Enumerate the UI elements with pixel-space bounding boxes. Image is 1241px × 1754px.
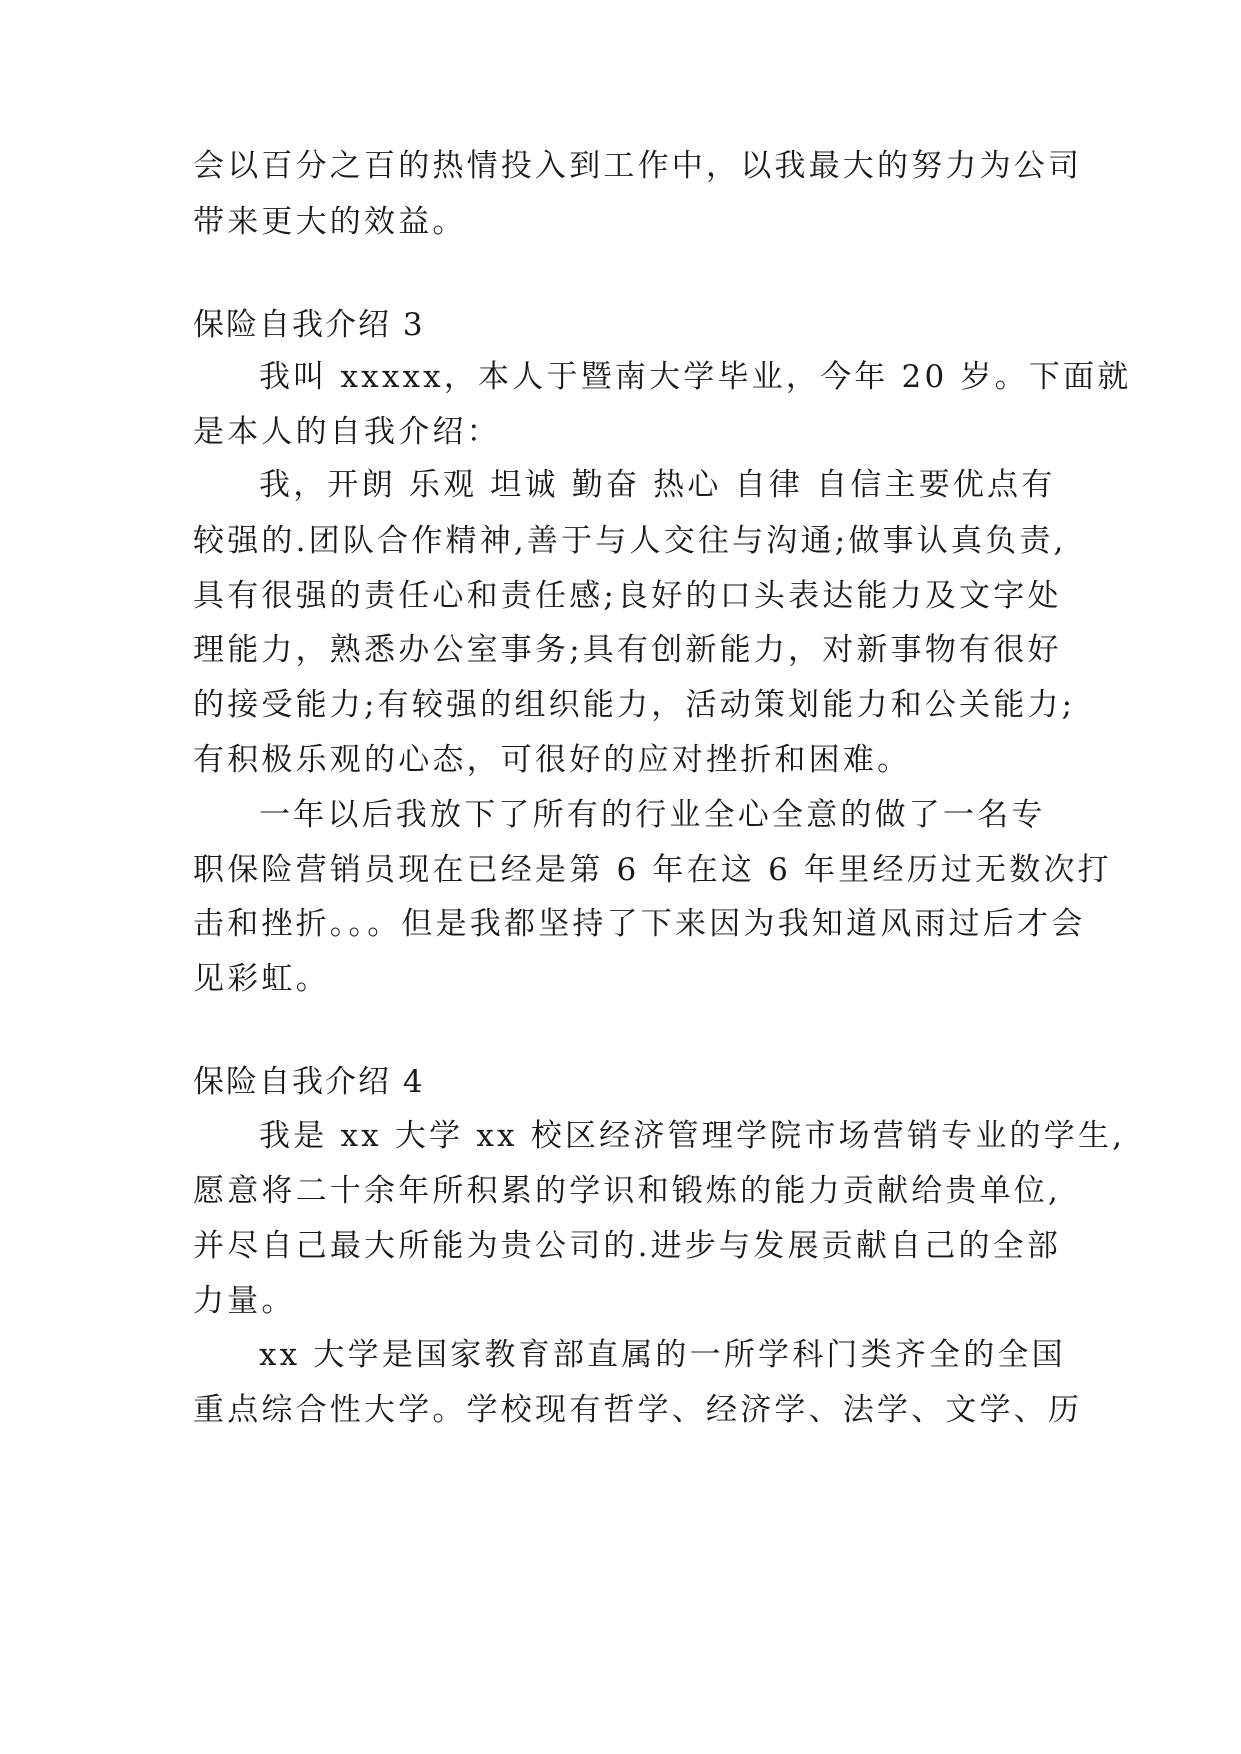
body-text-line: 是本人的自我介绍：: [193, 414, 501, 450]
section-heading: 保险自我介绍 3: [193, 307, 425, 343]
section-heading: 保险自我介绍 4: [193, 1064, 425, 1100]
body-text-line: 并尽自己最大所能为贵公司的.进步与发展贡献自己的全部: [193, 1228, 1062, 1264]
body-text-line: 击和挫折。。。但是我都坚持了下来因为我知道风雨过后才会: [193, 906, 1086, 942]
body-text-line: xx 大学是国家教育部直属的一所学科门类齐全的全国: [259, 1337, 1066, 1373]
body-text-line: 见彩虹。: [193, 961, 330, 997]
body-text-line: 愿意将二十余年所积累的学识和锻炼的能力贡献给贵单位,: [193, 1173, 1062, 1209]
body-text-line: 我叫 xxxxx，本人于暨南大学毕业，今年 20 岁。下面就: [259, 359, 1132, 395]
body-text-line: 带来更大的效益。: [193, 204, 467, 240]
body-text-line: 较强的.团队合作精神,善于与人交往与沟通;做事认真负责,: [193, 523, 1067, 559]
body-text-line: 重点综合性大学。学校现有哲学、经济学、法学、文学、历: [193, 1392, 1083, 1428]
body-text-line: 我，开朗 乐观 坦诚 勤奋 热心 自律 自信主要优点有: [259, 467, 1056, 503]
body-text-line: 我是 xx 大学 xx 校区经济管理学院市场营销专业的学生,: [259, 1118, 1126, 1154]
body-text-line: 理能力，熟悉办公室事务;具有创新能力，对新事物有很好: [193, 632, 1062, 668]
body-text-line: 具有很强的责任心和责任感;良好的口头表达能力及文字处: [193, 578, 1062, 614]
body-text-line: 的接受能力;有较强的组织能力，活动策划能力和公关能力;: [193, 687, 1076, 723]
body-text-line: 会以百分之百的热情投入到工作中，以我最大的努力为公司: [193, 148, 1083, 184]
body-text-line: 一年以后我放下了所有的行业全心全意的做了一名专: [259, 797, 1046, 833]
body-text-line: 职保险营销员现在已经是第 6 年在这 6 年里经历过无数次打: [193, 852, 1112, 888]
body-text-line: 有积极乐观的心态，可很好的应对挫折和困难。: [193, 742, 912, 778]
body-text-line: 力量。: [193, 1283, 296, 1319]
